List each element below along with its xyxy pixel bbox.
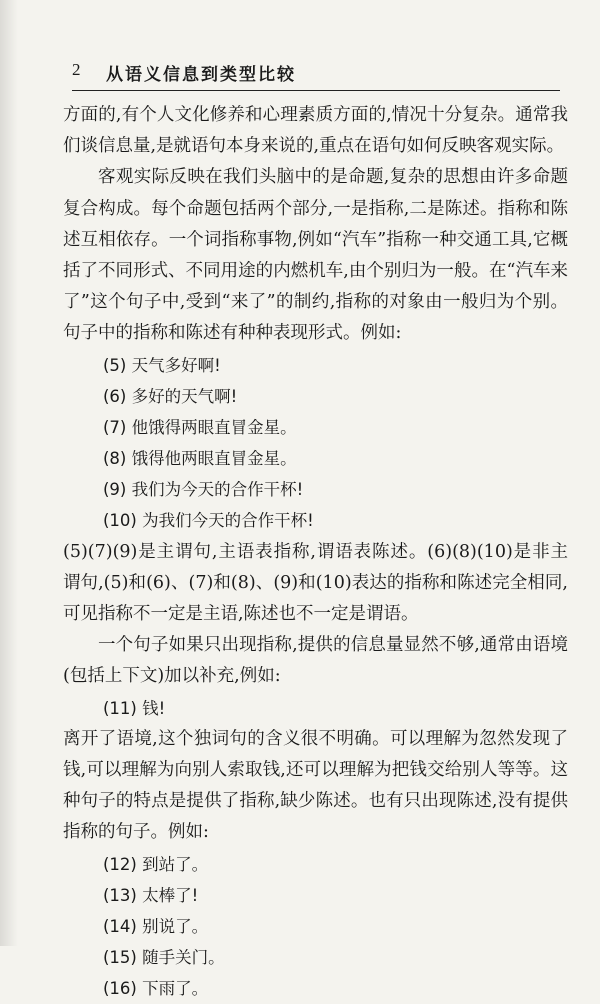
- example-sentence: (12) 到站了。: [103, 854, 209, 874]
- example-sentence: (15) 随手关门。: [103, 948, 225, 968]
- example-sentence: (10) 为我们今天的合作干杯!: [103, 511, 314, 531]
- text-line: 句子中的指称和陈述有种种表现形式。例如:: [63, 323, 402, 344]
- text-line: 述互相依存。一个词指称事物,例如“汽车”指称一种交通工具,它概: [63, 229, 568, 250]
- example-sentence: (5) 天气多好啊!: [103, 355, 221, 375]
- example-sentence: (9) 我们为今天的合作干杯!: [103, 480, 304, 500]
- text-line: 们谈信息量,是就语句本身来说的,重点在语句如何反映客观实际。: [63, 136, 565, 157]
- text-line: (包括上下文)加以补充,例如:: [63, 666, 281, 687]
- example-sentence: (11) 钱!: [103, 698, 166, 718]
- text-line: 了”这个句子中,受到“来了”的制约,指称的对象由一般归为个别。: [63, 292, 568, 313]
- text-line: 客观实际反映在我们头脑中的是命题,复杂的思想由许多命题: [98, 167, 568, 188]
- example-sentence: (8) 饿得他两眼直冒金星。: [103, 449, 297, 469]
- text-line: 谓句,(5)和(6)、(7)和(8)、(9)和(10)表达的指称和陈述完全相同,: [63, 572, 568, 593]
- running-title: 从语义信息到类型比较: [106, 65, 296, 85]
- text-line: 种句子的特点是提供了指称,缺少陈述。也有只出现陈述,没有提供: [63, 791, 568, 812]
- page-number: 2: [72, 60, 81, 79]
- text-line: 指称的句子。例如:: [63, 822, 209, 843]
- text-line: 括了不同形式、不同用途的内燃机车,由个别归为一般。在“汽车来: [63, 260, 568, 281]
- text-line: 一个句子如果只出现指称,提供的信息量显然不够,通常由语境: [98, 635, 568, 656]
- page-edge-shadow: [0, 0, 18, 946]
- text-line: 钱,可以理解为向别人索取钱,还可以理解为把钱交给别人等等。这: [63, 759, 568, 780]
- example-sentence: (14) 别说了。: [103, 916, 209, 936]
- example-sentence: (7) 他饿得两眼直冒金星。: [103, 417, 297, 437]
- text-line: 可见指称不一定是主语,陈述也不一定是谓语。: [63, 604, 419, 624]
- page-header: [72, 56, 560, 91]
- example-sentence: (13) 太棒了!: [103, 885, 199, 905]
- example-sentence: (6) 多好的天气啊!: [103, 386, 238, 406]
- text-line: 方面的,有个人文化修养和心理素质方面的,情况十分复杂。通常我: [63, 105, 568, 125]
- text-line: 离开了语境,这个独词句的含义很不明确。可以理解为忽然发现了: [63, 728, 568, 749]
- example-sentence: (16) 下雨了。: [103, 979, 209, 999]
- text-line: 复合构成。每个命题包括两个部分,一是指称,二是陈述。指称和陈: [63, 198, 568, 219]
- text-line: (5)(7)(9)是主谓句,主语表指称,谓语表陈述。(6)(8)(10)是非主: [63, 541, 568, 562]
- body-text: [63, 100, 568, 1004]
